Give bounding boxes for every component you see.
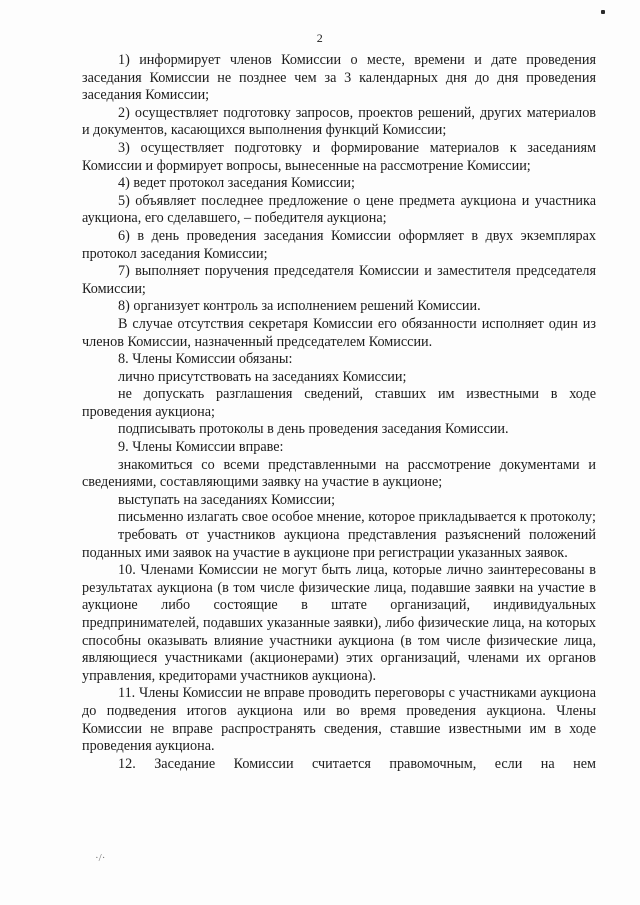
scan-speck [601, 10, 605, 14]
paragraph: 2) осуществляет подготовку запросов, проектов решений, других материалов и документов, касающихся выполнения функций Комиссии; [82, 104, 596, 139]
paragraph: 11. Члены Комиссии не вправе проводить переговоры с участниками аукциона до подведения итогов аукциона или во время проведения аукциона. Члены Комиссии не вправе распространять сведения, ставшие известными им в ходе проведения аукциона. [82, 685, 596, 755]
paragraph: подписывать протоколы в день проведения заседания Комиссии. [118, 421, 509, 438]
paragraph: 8) организует контроль за исполнением решений Комиссии. [118, 298, 481, 315]
paragraph: не допускать разглашения сведений, ставших им известными в ходе проведения аукциона; [82, 386, 596, 420]
paragraph: 3) осуществляет подготовку и формирование материалов к заседаниям Комиссии и формирует вопросы, вынесенные на рассмотрение Комиссии; [82, 139, 596, 174]
scan-mark: ·/· [95, 852, 106, 864]
paragraph: 8. Члены Комиссии обязаны: [118, 351, 293, 368]
paragraph: В случае отсутствия секретаря Комиссии его обязанности исполняет один из членов Комиссии, назначенный председателем Комиссии. [82, 315, 596, 350]
paragraph: 12. Заседание Комиссии считается правомочным, если на нем [118, 755, 596, 772]
paragraph: 5) объявляет последнее предложение о цене предмета аукциона и участника аукциона, его сделавшего, – победителя аукциона; [82, 192, 596, 227]
document-body [82, 52, 596, 773]
paragraph: письменно излагать свое особое мнение, которое прикладывается к протоколу; [118, 509, 596, 526]
paragraph: знакомиться со всеми представленными на рассмотрение документами и сведениями, составляющими заявку на участие в аукционе; [82, 456, 596, 491]
paragraph: требовать от участников аукциона представления разъяснений положений поданных ими заявок на участие в аукционе при регистрации указанных заявок. [82, 527, 596, 561]
page-number: 2 [316, 31, 324, 45]
paragraph: 4) ведет протокол заседания Комиссии; [118, 175, 355, 192]
paragraph: выступать на заседаниях Комиссии; [118, 491, 336, 508]
paragraph: 1) информирует членов Комиссии о месте, времени и дате проведения заседания Комиссии не позднее чем за 3 календарных дня до дня проведения заседания Комиссии; [82, 52, 596, 104]
paragraph: 9. Члены Комиссии вправе: [118, 439, 284, 456]
paragraph: лично присутствовать на заседаниях Комиссии; [118, 368, 407, 385]
paragraph: 6) в день проведения заседания Комиссии оформляет в двух экземплярах протокол заседания Комиссии; [82, 227, 596, 262]
paragraph: 7) выполняет поручения председателя Комиссии и заместителя председателя Комиссии; [82, 263, 596, 297]
paragraph: 10. Членами Комиссии не могут быть лица, которые лично заинтересованы в результатах аукциона (в том числе физические лица, подавшие заявки на участие в аукционе либо состоящие в штате организаций, индивидуальных предпринимателей, подавших указанные заявки), либо физические лица, на которых способны оказывать влияние участники аукциона (в том числе физические лица, являющиеся участниками (акционерами) этих организаций, членами их органов управления, кредиторами участников аукциона). [82, 562, 596, 684]
